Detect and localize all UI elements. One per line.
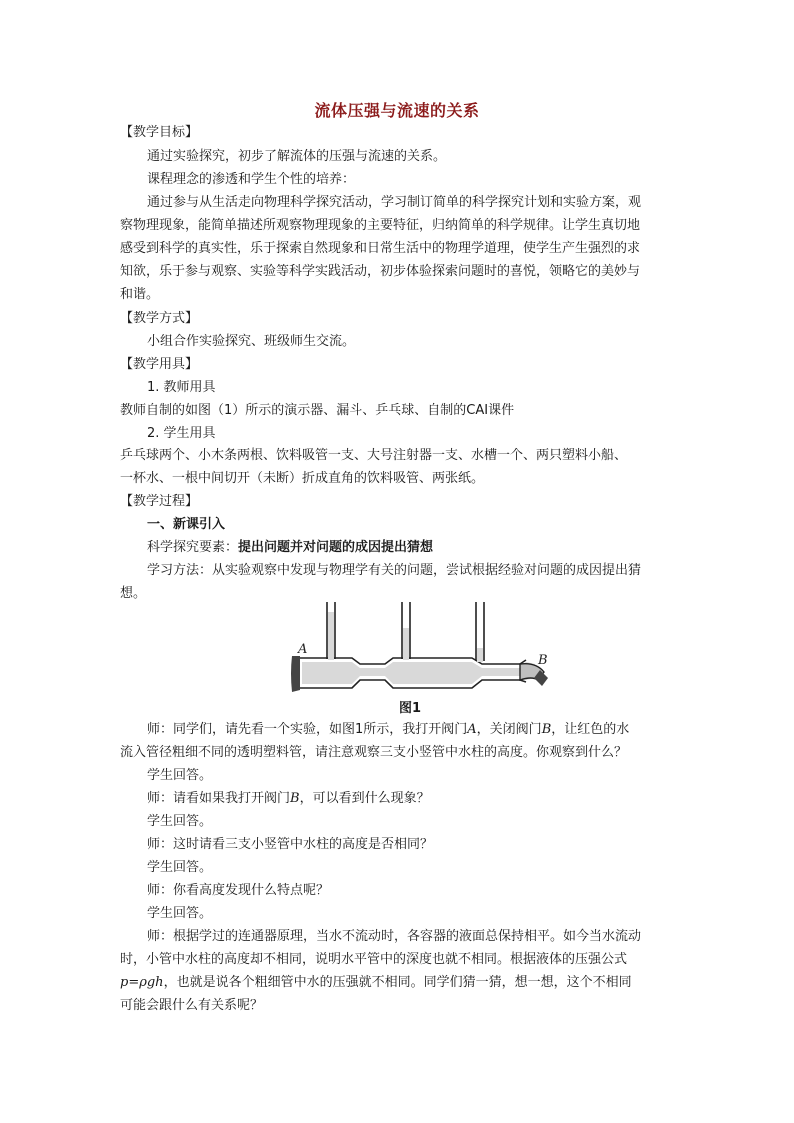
tools-student-text-line-2: 一杯水、一根中间切开（未断）折成直角的饮料吸管、两张纸。 xyxy=(120,471,485,486)
objective-paragraph-line-2: 察物理现象，能简单描述所观察物理现象的主要特征，归纳简单的科学规律。让学生真切地 xyxy=(120,218,641,233)
tools-item-teacher: 1. 教师用具 xyxy=(147,380,216,395)
section-heading-tools: 【教学用具】 xyxy=(120,357,199,372)
objective-paragraph-line-4: 知欲，乐于参与观察、实验等科学实践活动，初步体验探索问题时的喜悦，领略它的美妙与 xyxy=(120,264,641,279)
teacher-line-3: 师：这时请看三支小竖管中水柱的高度是否相同？ xyxy=(147,837,434,852)
objective-paragraph-line-1: 通过参与从生活走向物理科学探究活动，学习制订简单的科学探究计划和实验方案，观 xyxy=(147,195,642,210)
teacher-line-5d: 可能会跟什么有关系呢？ xyxy=(120,998,264,1013)
learning-method-line-1: 学习方法：从实验观察中发现与物理学有关的问题，尝试根据经验对问题的成因提出猜 xyxy=(147,563,642,578)
teacher-line-2: 师：请看如果我打开阀门B，可以看到什么现象？ xyxy=(147,791,430,806)
inquiry-element-bold: 提出问题并对问题的成因提出猜想 xyxy=(238,540,434,555)
teacher-line-1b: 流入管径粗细不同的透明塑料管，请注意观察三支小竖管中水柱的高度。你观察到什么？ xyxy=(120,745,628,760)
objective-paragraph-line-5: 和谐。 xyxy=(120,287,160,302)
objective-text: 通过实验探究，初步了解流体的压强与流速的关系。 xyxy=(147,149,447,164)
section-heading-methods: 【教学方式】 xyxy=(120,311,199,326)
vertical-tube-2-water xyxy=(403,628,409,660)
student-answer-1: 学生回答。 xyxy=(147,768,213,783)
learning-method-line-2: 想。 xyxy=(120,586,147,601)
tools-item-student: 2. 学生用具 xyxy=(147,426,216,441)
figure-label-a: A xyxy=(298,642,308,657)
tools-student-text-line-1: 乒乓球两个、小木条两根、饮料吸管一支、大号注射器一支、水槽一个、两只塑料小船、 xyxy=(120,448,628,463)
page-title: 流体压强与流速的关系 xyxy=(314,101,480,120)
student-answer-2: 学生回答。 xyxy=(147,814,213,829)
inquiry-element-line xyxy=(147,538,680,558)
inquiry-element-label: 科学探究要素： xyxy=(147,540,239,555)
student-answer-3: 学生回答。 xyxy=(147,860,213,875)
section-heading-objectives: 【教学目标】 xyxy=(120,125,199,140)
methods-text: 小组合作实验探究、班级师生交流。 xyxy=(147,334,356,349)
pressure-formula: p=ρgh xyxy=(120,975,164,990)
teacher-line-4: 师：你看高度发现什么特点呢？ xyxy=(147,883,330,898)
student-answer-4: 学生回答。 xyxy=(147,906,213,921)
figure-1-pipe-apparatus xyxy=(290,598,560,698)
teacher-line-5c: p=ρgh，也就是说各个粗细管中水的压强就不相同。同学们猜一猜，想一想，这个不相同 xyxy=(120,975,632,990)
teacher-line-5b: 时，小管中水柱的高度却不相同，说明水平管中的深度也就不相同。根据液体的压强公式 xyxy=(120,952,628,967)
process-subheading-intro: 一、新课引入 xyxy=(147,517,226,532)
vertical-tube-1-water xyxy=(328,612,334,660)
vertical-tube-3-water xyxy=(477,648,483,662)
inlet-nozzle-a xyxy=(291,656,300,692)
tools-teacher-text: 教师自制的如图（1）所示的演示器、漏斗、乒乓球、自制的CAI课件 xyxy=(120,403,515,418)
teacher-line-5a: 师：根据学过的连通器原理，当水不流动时，各容器的液面总保持相平。如今当水流动 xyxy=(147,929,642,944)
objective-subtitle: 课程理念的渗透和学生个性的培养： xyxy=(147,172,356,187)
figure-1-caption: 图1 xyxy=(398,701,422,716)
figure-label-b: B xyxy=(538,653,548,668)
section-heading-process: 【教学过程】 xyxy=(120,494,199,509)
objective-paragraph-line-3: 感受到科学的真实性，乐于探索自然现象和日常生活中的物理学道理，使学生产生强烈的求 xyxy=(120,241,641,256)
teacher-line-1a: 师：同学们，请先看一个实验，如图1所示，我打开阀门A，关闭阀门B，让红色的水 xyxy=(147,722,630,737)
